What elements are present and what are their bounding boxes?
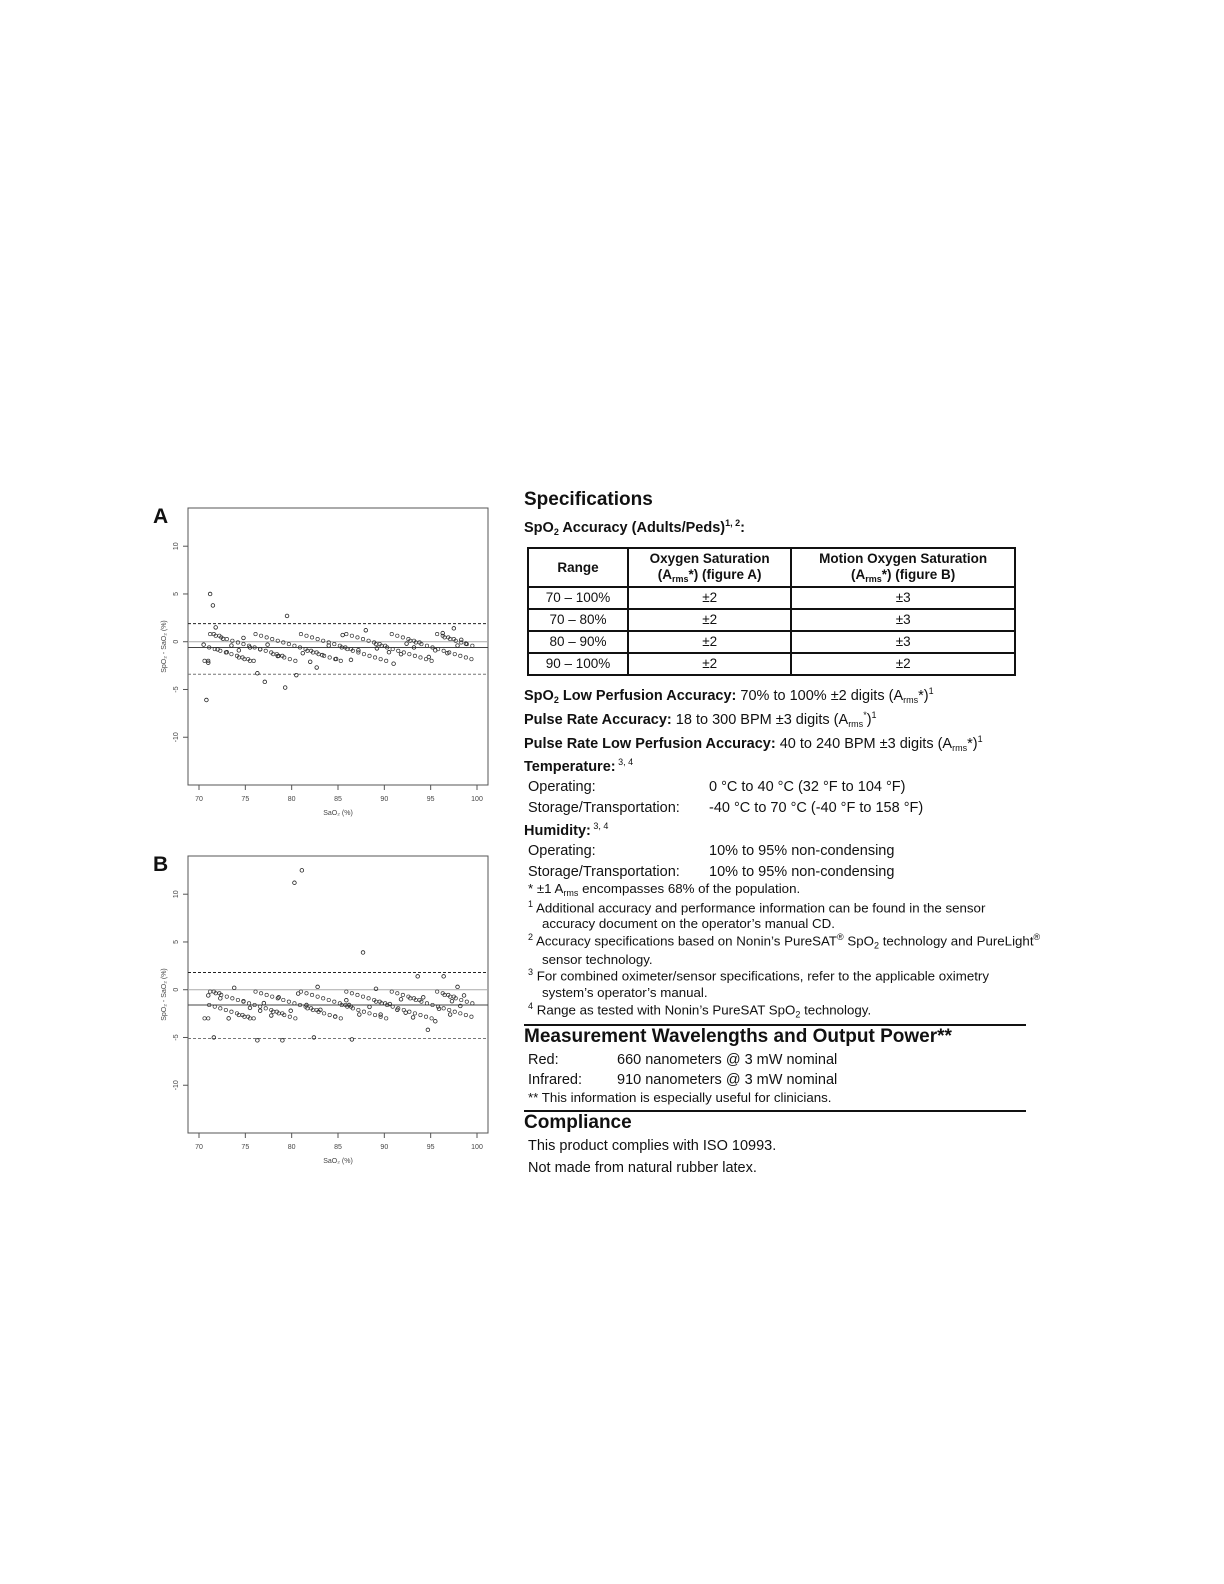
- motion-cell: ±2: [791, 653, 1015, 675]
- data-point: [252, 1017, 255, 1020]
- figure-a-label: A: [153, 505, 169, 528]
- data-point: [341, 633, 345, 637]
- data-point: [259, 992, 262, 995]
- x-tick-label: 75: [241, 1144, 250, 1151]
- footnote-2-cont: sensor technology.: [542, 951, 653, 967]
- data-point: [294, 659, 297, 662]
- y-tick-label: -5: [173, 686, 180, 693]
- data-point: [384, 659, 387, 662]
- motion-cell: ±3: [791, 609, 1015, 631]
- data-point: [308, 660, 312, 664]
- data-point: [227, 1017, 231, 1021]
- data-point: [396, 992, 399, 995]
- data-point: [437, 1007, 441, 1011]
- data-point: [288, 657, 291, 660]
- data-point: [254, 990, 257, 993]
- pulse-rate-low-perfusion-accuracy: Pulse Rate Low Perfusion Accuracy: 40 to 240 BPM ±3 digits $(A_{rms}*)^1$: [524, 733, 983, 753]
- y-tick-label: 0: [173, 987, 180, 992]
- y-tick-label: 5: [173, 940, 180, 944]
- data-point: [271, 637, 274, 640]
- data-point: [345, 990, 348, 993]
- data-point: [456, 985, 460, 989]
- data-point: [350, 634, 353, 637]
- accuracy-table: [527, 547, 1016, 676]
- data-point: [465, 1000, 468, 1003]
- data-point: [287, 1000, 290, 1003]
- data-point: [384, 1017, 387, 1020]
- pulse-rate-accuracy: Pulse Rate Accuracy: 18 to 300 BPM ±3 digits $(A_{rms}^*)^1$: [524, 709, 877, 729]
- data-point: [350, 992, 353, 995]
- data-point: [390, 990, 393, 993]
- x-tick-label: 85: [334, 796, 342, 803]
- data-point: [265, 636, 268, 639]
- data-point: [299, 990, 302, 993]
- data-point: [464, 656, 467, 659]
- data-point: [361, 951, 365, 955]
- table-row: [528, 653, 1015, 675]
- data-point: [362, 1010, 365, 1013]
- data-point: [242, 642, 245, 645]
- x-tick-label: 95: [426, 1144, 435, 1151]
- wavelength-infrared: Infrared: 910 nanometers @ 3 mW nominal: [528, 1072, 838, 1089]
- data-point: [316, 637, 319, 640]
- data-point: [208, 592, 212, 596]
- footnote-2: $^2$ Accuracy specifications based on Nonin’s PureSAT® SpO$_2$ technology and PureLight®: [528, 932, 1041, 951]
- data-point: [256, 1039, 260, 1043]
- data-point: [435, 990, 438, 993]
- col-oxygen-saturation-header: Oxygen Saturation $(A_{rms}*)$ (figure A): [628, 548, 791, 587]
- data-point: [464, 1013, 467, 1016]
- data-point: [402, 651, 405, 654]
- data-point: [230, 644, 234, 648]
- data-point: [453, 1010, 456, 1013]
- data-point: [368, 1012, 371, 1015]
- y-tick-label: 10: [173, 542, 180, 551]
- data-point: [392, 662, 396, 666]
- oxygen-cell: ±2: [628, 631, 791, 653]
- data-point: [361, 637, 364, 640]
- oxygen-cell: ±2: [628, 653, 791, 675]
- data-point: [442, 649, 445, 652]
- data-point: [202, 643, 206, 647]
- data-point: [269, 1014, 273, 1018]
- data-point: [373, 656, 376, 659]
- data-point: [426, 1028, 430, 1032]
- x-tick-label: 90: [380, 1144, 389, 1151]
- data-point: [442, 1007, 445, 1010]
- data-point: [315, 666, 319, 670]
- data-point: [358, 1013, 362, 1017]
- data-point: [299, 632, 302, 635]
- data-point: [408, 652, 411, 655]
- x-tick-label: 75: [241, 796, 250, 803]
- temperature-storage: Storage/Transportation: -40 °C to 70 °C (-40 °F to 158 °F): [528, 799, 924, 816]
- wavelengths-title: Measurement Wavelengths and Output Power**: [524, 1026, 952, 1047]
- data-point: [237, 649, 241, 653]
- x-tick-label: 100: [471, 796, 483, 803]
- data-point: [453, 652, 456, 655]
- data-point: [408, 1010, 411, 1013]
- data-point: [293, 881, 297, 885]
- data-point: [219, 997, 223, 1001]
- humidity-storage: Storage/Transportation: 10% to 95% non-condensing: [528, 863, 895, 880]
- data-point: [276, 997, 279, 1000]
- data-point: [316, 995, 319, 998]
- data-point: [207, 1017, 210, 1020]
- data-point: [361, 995, 364, 998]
- motion-cell: ±3: [791, 631, 1015, 653]
- x-axis-label: SaO₂ (%): [323, 1158, 353, 1165]
- data-point: [328, 656, 331, 659]
- data-point: [208, 990, 211, 993]
- data-point: [254, 632, 257, 635]
- x-tick-label: 90: [380, 796, 389, 803]
- table-row: [528, 609, 1015, 631]
- data-point: [345, 998, 349, 1002]
- x-tick-label: 80: [287, 796, 296, 803]
- footnote-star: * ±1 $A_{rms}$ encompasses 68% of the population.: [528, 881, 801, 899]
- data-point: [211, 604, 215, 608]
- x-tick-label: 95: [426, 796, 435, 803]
- humidity-heading: Humidity: $^{3, 4}$: [524, 821, 609, 839]
- data-point: [265, 993, 268, 996]
- data-point: [401, 636, 404, 639]
- data-point: [327, 998, 330, 1001]
- x-tick-label: 80: [287, 1144, 296, 1151]
- y-tick-label: 10: [173, 890, 180, 899]
- compliance-line-1: This product complies with ISO 10993.: [528, 1138, 777, 1155]
- data-point: [224, 1008, 227, 1011]
- data-point: [266, 643, 270, 647]
- data-point: [262, 1001, 266, 1005]
- data-point: [289, 1009, 293, 1013]
- y-tick-label: 5: [173, 592, 180, 596]
- data-point: [430, 659, 433, 662]
- data-point: [203, 1017, 206, 1020]
- data-point: [225, 637, 228, 640]
- data-point: [310, 636, 313, 639]
- data-point: [448, 1013, 452, 1017]
- data-point: [322, 1012, 325, 1015]
- data-point: [205, 698, 209, 702]
- y-tick-label: -5: [173, 1034, 180, 1041]
- x-tick-label: 70: [195, 796, 203, 803]
- data-point: [456, 644, 460, 648]
- specifications-section: [524, 489, 1064, 1177]
- wavelength-note: ** This information is especially useful for clinicians.: [528, 1089, 832, 1105]
- data-point: [339, 1017, 342, 1020]
- y-tick-label: -10: [173, 1080, 180, 1091]
- data-point: [413, 654, 416, 657]
- data-point: [294, 1017, 297, 1020]
- footnotes: [528, 881, 1064, 1020]
- y-tick-label: 0: [173, 639, 180, 644]
- data-point: [350, 1038, 354, 1042]
- footnote-1-cont: accuracy document on the operator’s manual CD.: [542, 916, 835, 932]
- compliance-title: Compliance: [524, 1111, 632, 1133]
- table-row: [528, 631, 1015, 653]
- data-point: [285, 614, 289, 618]
- data-point: [310, 993, 313, 996]
- data-point: [230, 1010, 233, 1013]
- data-point: [333, 1000, 336, 1003]
- data-point: [357, 1008, 360, 1011]
- footnote-3: $^3$ For combined oximeter/sensor specifications, refer to the applicable oximetry: [528, 967, 990, 984]
- data-point: [259, 634, 262, 637]
- data-point: [416, 975, 420, 979]
- table-row: [528, 587, 1015, 609]
- data-point: [232, 986, 236, 990]
- humidity-operating: Operating: 10% to 95% non-condensing: [528, 843, 895, 860]
- motion-cell: ±3: [791, 587, 1015, 609]
- data-point: [242, 636, 246, 640]
- data-point: [435, 632, 438, 635]
- data-point: [236, 998, 239, 1001]
- x-tick-label: 85: [334, 1144, 342, 1151]
- data-point: [459, 1012, 462, 1015]
- data-point: [462, 994, 466, 998]
- footnote-4: $^4$ Range as tested with Nonin’s PureSAT SpO$_2$ technology.: [528, 1000, 872, 1020]
- data-point: [419, 1013, 422, 1016]
- figure-b-chart: [155, 853, 500, 1173]
- range-cell: 70 – 100%: [528, 587, 628, 609]
- data-point: [419, 656, 422, 659]
- data-point: [405, 642, 409, 646]
- spo2-accuracy-heading: SpO$_2$ Accuracy (Adults/Peds)$^{1, 2}$:: [524, 517, 745, 537]
- data-point: [219, 1007, 222, 1010]
- data-point: [287, 642, 290, 645]
- data-point: [305, 992, 308, 995]
- data-point: [203, 659, 206, 662]
- footnote-3-cont: system’s operator’s manual.: [542, 984, 708, 1000]
- data-point: [295, 673, 299, 677]
- data-point: [430, 1017, 433, 1020]
- oxygen-cell: ±2: [628, 609, 791, 631]
- data-point: [349, 658, 353, 662]
- footnote-1: $^1$ Additional accuracy and performance information can be found in the sensor: [528, 898, 986, 916]
- data-point: [301, 651, 305, 655]
- data-point: [424, 1015, 427, 1018]
- data-point: [316, 985, 320, 989]
- data-point: [264, 1007, 267, 1010]
- specifications-title: Specifications: [524, 489, 653, 510]
- data-point: [264, 649, 267, 652]
- data-point: [321, 997, 324, 1000]
- col-range-header: Range: [528, 548, 628, 587]
- data-point: [399, 997, 403, 1001]
- data-point: [277, 996, 281, 1000]
- data-point: [364, 628, 368, 632]
- data-point: [373, 1013, 376, 1016]
- figure-b-label: B: [153, 853, 169, 876]
- data-point: [470, 657, 473, 660]
- range-cell: 90 – 100%: [528, 653, 628, 675]
- compliance-line-2: Not made from natural rubber latex.: [528, 1159, 757, 1176]
- range-cell: 80 – 90%: [528, 631, 628, 653]
- data-point: [356, 636, 359, 639]
- data-point: [448, 1008, 451, 1011]
- data-point: [214, 626, 218, 630]
- data-point: [258, 1009, 262, 1013]
- col-motion-oxygen-saturation-header: Motion Oxygen Saturation $(A_{rms}*)$ (figure B): [791, 548, 1015, 587]
- x-tick-label: 70: [195, 1144, 203, 1151]
- data-point: [300, 869, 304, 873]
- figure-a-chart: [155, 505, 500, 825]
- data-point: [401, 993, 404, 996]
- data-point: [390, 632, 393, 635]
- data-point: [283, 686, 287, 690]
- data-point: [282, 998, 285, 1001]
- data-point: [328, 1013, 331, 1016]
- data-point: [339, 659, 342, 662]
- data-point: [470, 1015, 473, 1018]
- data-point: [368, 1005, 372, 1009]
- y-axis-label: SpO₂ - SaO₂ (%): [161, 620, 168, 673]
- data-point: [208, 632, 211, 635]
- data-point: [206, 994, 210, 998]
- data-point: [252, 659, 255, 662]
- x-tick-label: 100: [471, 1144, 483, 1151]
- data-point: [434, 1019, 438, 1023]
- data-point: [356, 993, 359, 996]
- data-point: [413, 1012, 416, 1015]
- data-point: [230, 652, 233, 655]
- data-point: [397, 649, 400, 652]
- data-point: [225, 995, 228, 998]
- data-point: [442, 975, 446, 979]
- data-point: [271, 995, 274, 998]
- range-cell: 70 – 80%: [528, 609, 628, 631]
- data-point: [231, 997, 234, 1000]
- temperature-operating: Operating: 0 °C to 40 °C (32 °F to 104 °F): [528, 779, 906, 796]
- data-point: [362, 652, 365, 655]
- data-point: [396, 634, 399, 637]
- data-point: [248, 1006, 252, 1010]
- temperature-heading: Temperature: $^{3, 4}$: [524, 757, 634, 775]
- data-point: [424, 657, 427, 660]
- data-point: [460, 998, 463, 1001]
- data-point: [345, 632, 348, 635]
- data-point: [288, 1015, 291, 1018]
- data-point: [450, 999, 454, 1003]
- data-point: [256, 671, 260, 675]
- data-point: [387, 650, 391, 654]
- data-point: [402, 1008, 405, 1011]
- data-point: [411, 1016, 415, 1020]
- data-point: [305, 634, 308, 637]
- wavelength-red: Red: 660 nanometers @ 3 mW nominal: [528, 1051, 838, 1068]
- data-point: [333, 642, 336, 645]
- data-point: [367, 997, 370, 1000]
- data-point: [379, 657, 382, 660]
- data-point: [368, 654, 371, 657]
- low-perfusion-accuracy: SpO$_2$ Low Perfusion Accuracy: 70% to 100% ±2 digits $(A_{rms}*)^1$: [524, 686, 934, 706]
- data-point: [263, 680, 267, 684]
- x-axis-label: SaO₂ (%): [323, 810, 353, 817]
- data-point: [421, 996, 425, 1000]
- y-tick-label: -10: [173, 732, 180, 743]
- data-point: [452, 627, 456, 631]
- oxygen-cell: ±2: [628, 587, 791, 609]
- y-axis-label: SpO₂ - SaO₂ (%): [161, 968, 168, 1021]
- data-point: [281, 1039, 285, 1043]
- data-point: [459, 654, 462, 657]
